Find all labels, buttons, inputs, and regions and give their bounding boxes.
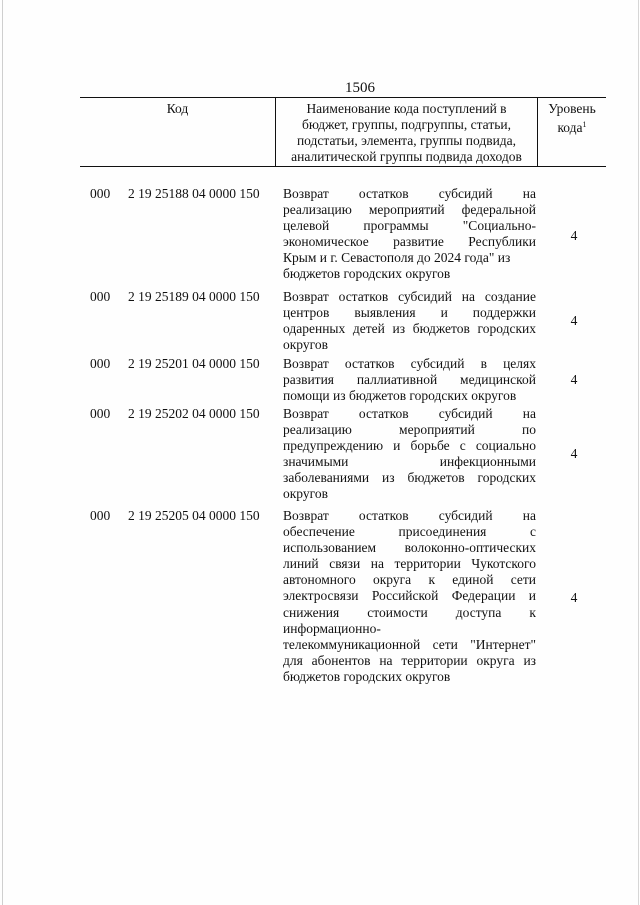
revenue-code: 2 19 25189 04 0000 150 — [128, 289, 260, 304]
code-level: 4 — [570, 590, 578, 605]
name-line: Возврат остатков субсидий на — [283, 186, 536, 201]
revenue-name — [283, 186, 536, 283]
page-number: 1506 — [345, 80, 375, 96]
revenue-code: 2 19 25188 04 0000 150 — [128, 186, 260, 201]
header-name-line: аналитической группы подвида доходов — [291, 149, 522, 164]
name-line: реализацию мероприятий федеральной — [283, 202, 536, 218]
code-level: 4 — [570, 313, 578, 328]
name-line: электросвязи Российской Федерации и — [283, 588, 536, 604]
header-name-line: бюджет, группы, подгруппы, статьи, — [302, 117, 511, 132]
name-line: значимыми инфекционными — [283, 454, 536, 470]
name-line: Возврат остатков субсидий в целях — [283, 356, 536, 371]
name-line: округов — [283, 337, 328, 353]
header-level-line: Уровень — [548, 101, 596, 116]
code-level: 4 — [570, 446, 578, 461]
name-line: бюджетов городских округов — [283, 668, 451, 684]
revenue-code: 2 19 25205 04 0000 150 — [128, 508, 260, 523]
scan-left-edge — [2, 0, 3, 905]
name-line: информационно- — [283, 620, 381, 636]
admin-code: 000 — [90, 289, 111, 304]
header-code-column: Код — [80, 98, 276, 166]
name-line: заболеваниями из бюджетов городских — [283, 470, 536, 486]
name-line: реализацию мероприятий по — [283, 422, 536, 438]
header-level-column — [538, 98, 606, 166]
revenue-code: 2 19 25202 04 0000 150 — [128, 406, 260, 421]
name-line: для абонентов на территории округа из — [283, 652, 536, 668]
name-line: Крым и г. Севастополя до 2024 года" из — [283, 250, 511, 266]
name-line: округов — [283, 486, 328, 502]
name-line: развития паллиативной медицинской — [283, 372, 536, 388]
name-line: Возврат остатков субсидий на создание — [283, 289, 536, 304]
name-line: бюджетов городских округов — [283, 266, 451, 282]
header-name-line: подстатьи, элемента, группы подвида, — [296, 133, 517, 148]
name-line: автономного округа к единой сети — [283, 572, 536, 588]
header-level-line — [538, 117, 606, 136]
header-level-word: кода — [557, 120, 583, 135]
name-line: Возврат остатков субсидий на — [283, 406, 536, 421]
name-line: экономическое развитие Республики — [283, 234, 536, 250]
header-name-line: Наименование кода поступлений в — [306, 101, 507, 116]
name-line: использованием волоконно-оптических — [283, 540, 536, 556]
admin-code: 000 — [90, 186, 111, 201]
name-line: обеспечение присоединения с — [283, 524, 536, 540]
name-line: снижения стоимости доступа к — [283, 604, 536, 620]
name-line: предупреждению и борьбе с социально — [283, 438, 536, 454]
revenue-name — [283, 356, 536, 404]
name-line: линий связи на территории Чукотского — [283, 556, 536, 572]
name-line: Возврат остатков субсидий на — [283, 508, 536, 523]
revenue-name — [283, 289, 536, 353]
name-line: целевой программы "Социально- — [283, 218, 536, 234]
name-line: помощи из бюджетов городских округов — [283, 388, 517, 404]
admin-code: 000 — [90, 356, 111, 371]
revenue-name — [283, 508, 536, 685]
admin-code: 000 — [90, 406, 111, 421]
scan-right-edge — [638, 0, 639, 905]
code-level: 4 — [570, 372, 578, 387]
name-line: центров выявления и поддержки — [283, 305, 536, 321]
revenue-code: 2 19 25201 04 0000 150 — [128, 356, 260, 371]
revenue-name — [283, 406, 536, 503]
footnote-marker: 1 — [582, 120, 587, 129]
header-name-column — [276, 98, 538, 166]
name-line: телекоммуникационной сети "Интернет" — [283, 636, 536, 652]
table-header — [80, 97, 606, 167]
admin-code: 000 — [90, 508, 111, 523]
code-level: 4 — [570, 228, 578, 243]
name-line: одаренных детей из бюджетов городских — [283, 321, 536, 337]
